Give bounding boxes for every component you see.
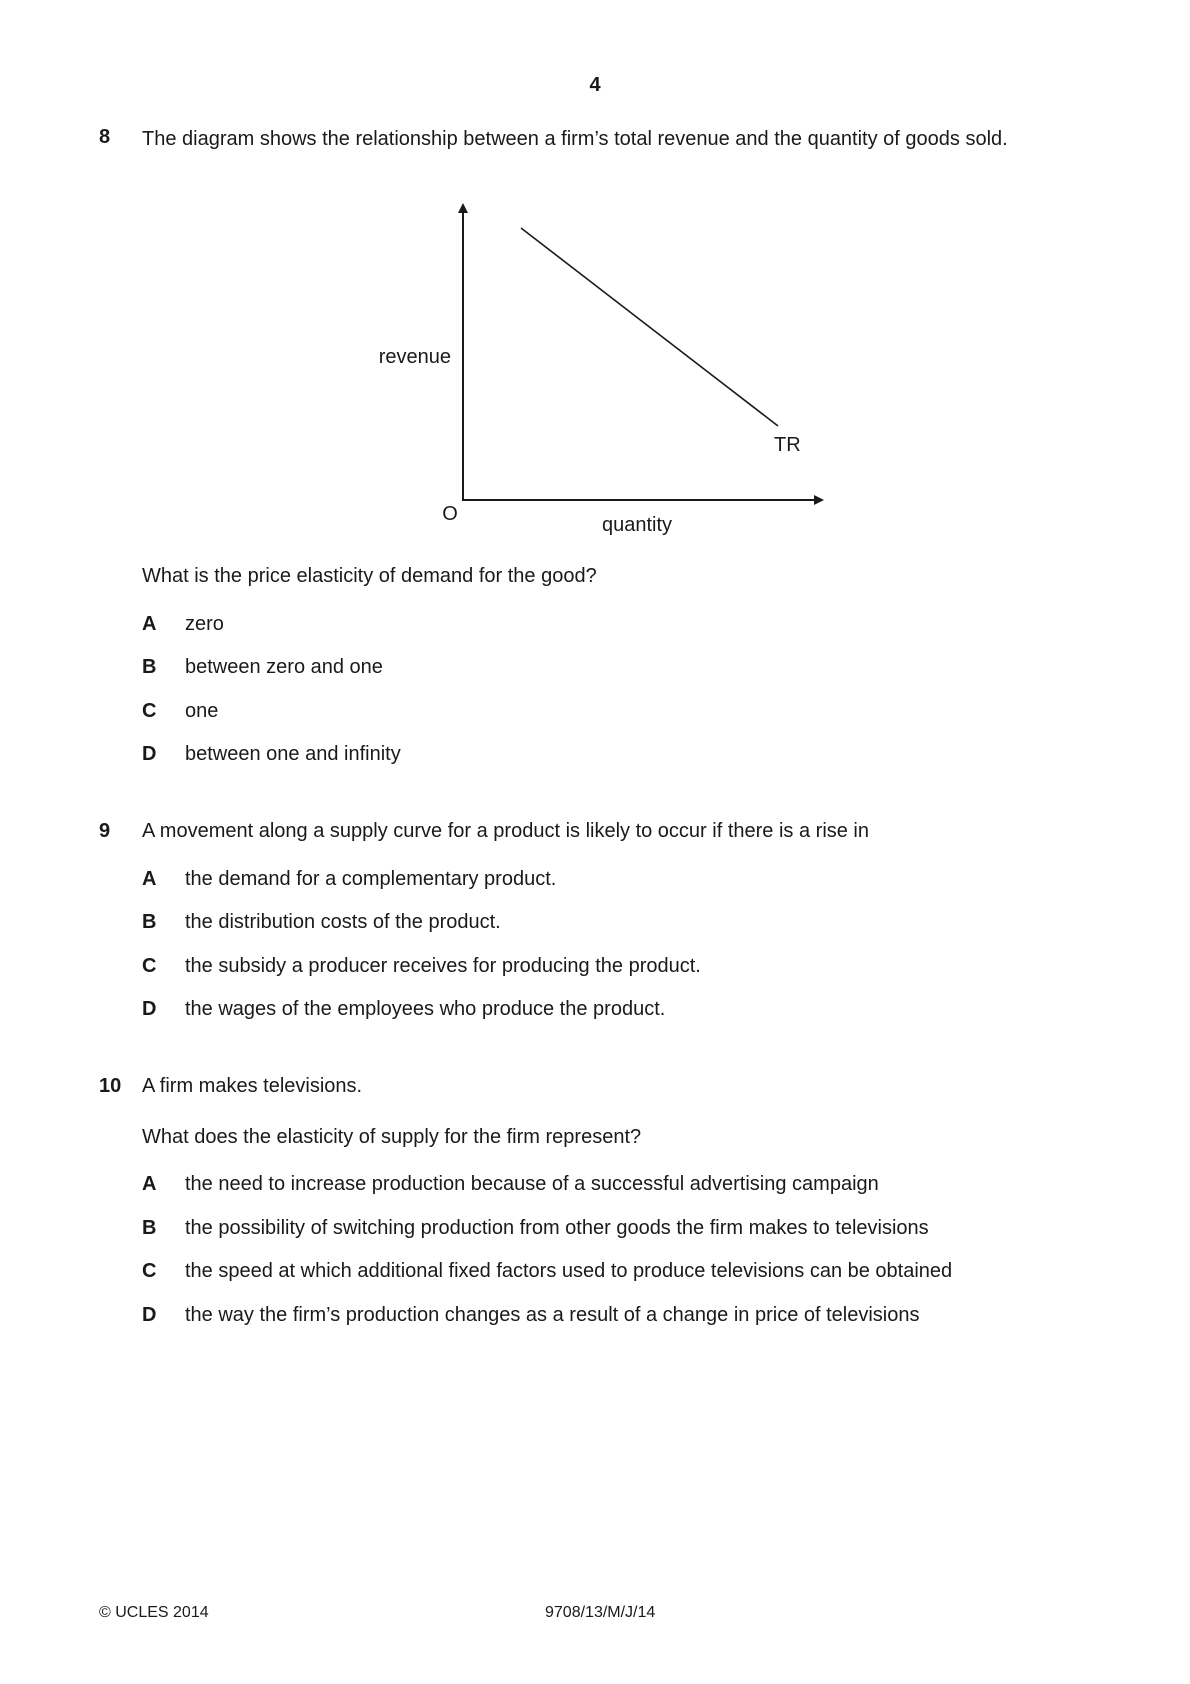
q10-option-a-letter: A [142,1173,157,1195]
q8-option-c-letter: C [142,700,157,722]
question-8-prompt: What is the price elasticity of demand for the good? [142,565,597,587]
footer-paper-code: 9708/13/M/J/14 [545,1604,656,1621]
q8-option-a-letter: A [142,613,157,635]
q10-option-d-text: the way the firm’s production changes as a result of a change in price of televisions [185,1304,920,1326]
q8-option-a-text: zero [185,613,224,635]
question-9-number: 9 [99,820,111,842]
question-10-prompt: What does the elasticity of supply for the firm represent? [142,1126,642,1148]
q10-option-a-text: the need to increase production because of a successful advertising campaign [185,1173,879,1195]
question-10-stem: A firm makes televisions. [142,1075,363,1097]
q10-option-c-letter: C [142,1260,157,1282]
question-8-stem: The diagram shows the relationship between a firm’s total revenue and the quantity of goods sold. [142,128,1008,150]
tr-line [521,228,778,426]
q9-option-d-letter: D [142,998,157,1020]
tr-label: TR [774,434,801,456]
question-8-number: 8 [99,126,111,148]
q8-option-b-letter: B [142,656,157,678]
q8-option-c-text: one [185,700,219,722]
q9-option-c-letter: C [142,955,157,977]
q9-option-b-letter: B [142,911,157,933]
q9-option-a-letter: A [142,868,157,890]
q10-option-c-text: the speed at which additional fixed factors used to produce televisions can be obtained [185,1260,953,1282]
x-axis-label: quantity [601,514,673,536]
q9-option-a-text: the demand for a complementary product. [185,868,557,890]
footer-copyright: © UCLES 2014 [99,1604,209,1621]
q8-option-b-text: between zero and one [185,656,383,678]
q8-option-d-letter: D [142,743,157,765]
total-revenue-diagram [0,0,1190,560]
q10-option-b-letter: B [142,1217,157,1239]
page-number: 4 [589,74,601,96]
q10-option-d-letter: D [142,1304,157,1326]
question-9-stem: A movement along a supply curve for a product is likely to occur if there is a rise in [142,820,870,842]
q10-option-b-text: the possibility of switching production from other goods the firm makes to televisions [185,1217,929,1239]
q9-option-b-text: the distribution costs of the product. [185,911,501,933]
q9-option-c-text: the subsidy a producer receives for producing the product. [185,955,701,977]
q9-option-d-text: the wages of the employees who produce the product. [185,998,666,1020]
question-10-number: 10 [99,1075,122,1097]
origin-label: O [442,503,458,525]
y-axis-label: revenue [378,346,451,368]
q8-option-d-text: between one and infinity [185,743,401,765]
